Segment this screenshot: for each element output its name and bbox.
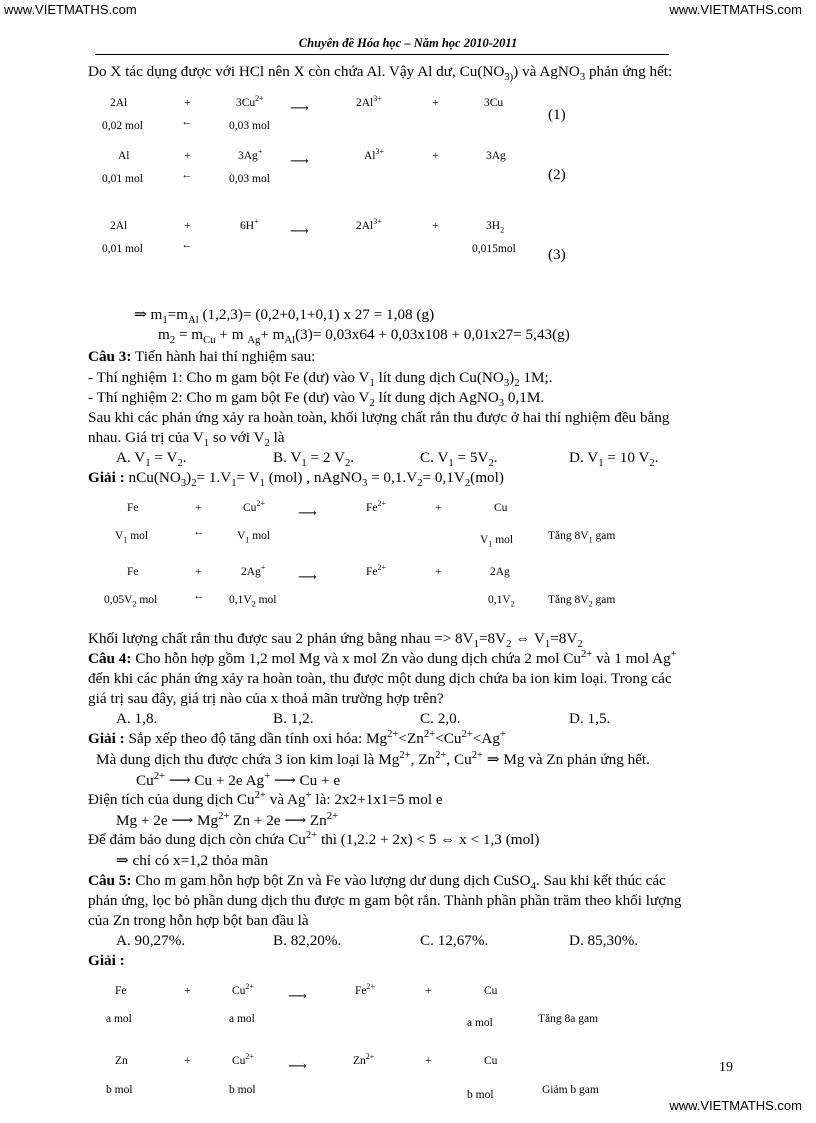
q3-title: Câu 3: Tiến hành hai thí nghiệm sau: <box>88 348 316 365</box>
page-number: 19 <box>719 1060 733 1075</box>
q4-solution-4: Để đảm bảo dung dịch còn chứa $Cu^{2+}$ thì (1,2.2 + 2x) < 5 ⇔ x < 1,3 (mol) <box>88 829 540 848</box>
m2-line: $m_2 = m_{Cu} + m$ $_{Ag}+ m_{Al}(3)= 0,03x64 + 0,03x108 + 0,01x27= 5,43(g)$ <box>158 326 570 347</box>
q4-electron-eq-1: $Cu^{2+}$ ⟶ Cu + 2e Ag+ ⟶ Cu + e <box>136 770 341 789</box>
q5-stem-2: của Zn trong hỗn hợp bột ban đầu là <box>88 912 309 929</box>
q4-stem-2: giá trị sau đây, giá trị nào của x thoả mãn trường hợp trên? <box>88 690 444 707</box>
q4-solution-5: ⇒ chỉ có x=1,2 thỏa mãn <box>116 852 269 869</box>
q5-solution-label: Giải : <box>88 952 125 969</box>
page-header-title: Chuyên đề Hóa học – Năm học 2010-2011 <box>298 36 518 50</box>
q3-experiment-1: - Thí nghiệm 1: Cho m gam bột Fe (dư) vào $V_1$ lít dung dịch $Cu(NO_3)_2$ 1M;. <box>88 369 553 390</box>
q4-solution-1: Giải : Sắp xếp theo độ tăng dần tính oxi hóa: $Mg^{2+}<Zn^{2+}<Cu^{2+}<Ag^+$ <box>88 728 506 747</box>
q4-solution-2: Mà dung dịch thu được chứa 3 ion kim loại là $Mg^{2+}$, $Zn^{2+}$, $Cu^{2+}$ ⇒ Mg và Zn phản ứng hết. <box>96 749 650 768</box>
q3-conclusion: Khối lượng chất rắn thu được sau 2 phản ứng bằng nhau => $8V_1=8V_2$ ⇔ $V_1=8V_2$ <box>88 630 583 651</box>
header-rule <box>95 54 669 55</box>
watermark-top-left[interactable]: www.VIETMATHS.com <box>4 2 137 17</box>
q3-stem-2: nhau. Giá trị của $V_1$ so với $V_2$ là <box>88 429 285 450</box>
watermark-bottom-right[interactable]: www.VIETMATHS.com <box>669 1098 802 1113</box>
q3-experiment-2: - Thí nghiệm 2: Cho m gam bột Fe (dư) vào $V_2$ lít dung dịch AgNO$_3$ 0,1M. <box>88 389 545 410</box>
intro-line: Do X tác dụng được với HCl nên X còn chứa Al. Vậy Al dư, $Cu(NO_{3)})$ và AgNO$_3$ phản ứng hết: <box>88 63 673 84</box>
m1-line: ⇒ $m_1=m_{Al}$ (1,2,3)= (0,2+0,1+0,1) x 27 = 1,08 (g) <box>134 306 435 327</box>
q4-stem-1: đến khi các phản ứng xảy ra hoàn toàn, thu được một dung dịch chứa ba ion kim loại. Trong các <box>88 670 672 687</box>
q5-stem-1: phản ứng, lọc bỏ phần dung dịch thu được m gam bột rắn. Thành phần phần trăm theo khối lượng <box>88 892 682 909</box>
q5-title: Câu 5: Cho m gam hỗn hợp bột Zn và Fe vào lượng dư dung dịch CuSO$_4$. Sau khi kết thúc các <box>88 872 666 893</box>
q3-solution: Giải : $nCu(NO_3)_2= 1.V_1= V_1$ (mol) , nAgNO$_3$ = $0,1.V_2= 0,1V_2(mol)$ <box>88 469 504 490</box>
q4-solution-3: Điện tích của dung dịch $Cu^{2+}$ và Ag+ là: 2x2+1x1=5 mol e <box>88 789 443 808</box>
q4-title: Câu 4: Cho hỗn hợp gồm 1,2 mol Mg và x mol Zn vào dung dịch chứa 2 mol $Cu^{2+}$ và 1 mol Ag+ <box>88 648 677 667</box>
q4-electron-eq-2: Mg + 2e ⟶ $Mg^{2+}$ Zn + 2e ⟶ $Zn^{2+}$ <box>116 810 339 829</box>
watermark-top-right[interactable]: www.VIETMATHS.com <box>669 2 802 17</box>
q3-stem-1: Sau khi các phản ứng xảy ra hoàn toàn, khối lượng chất rắn thu được ở hai thí nghiệm đều bằng <box>88 409 670 426</box>
